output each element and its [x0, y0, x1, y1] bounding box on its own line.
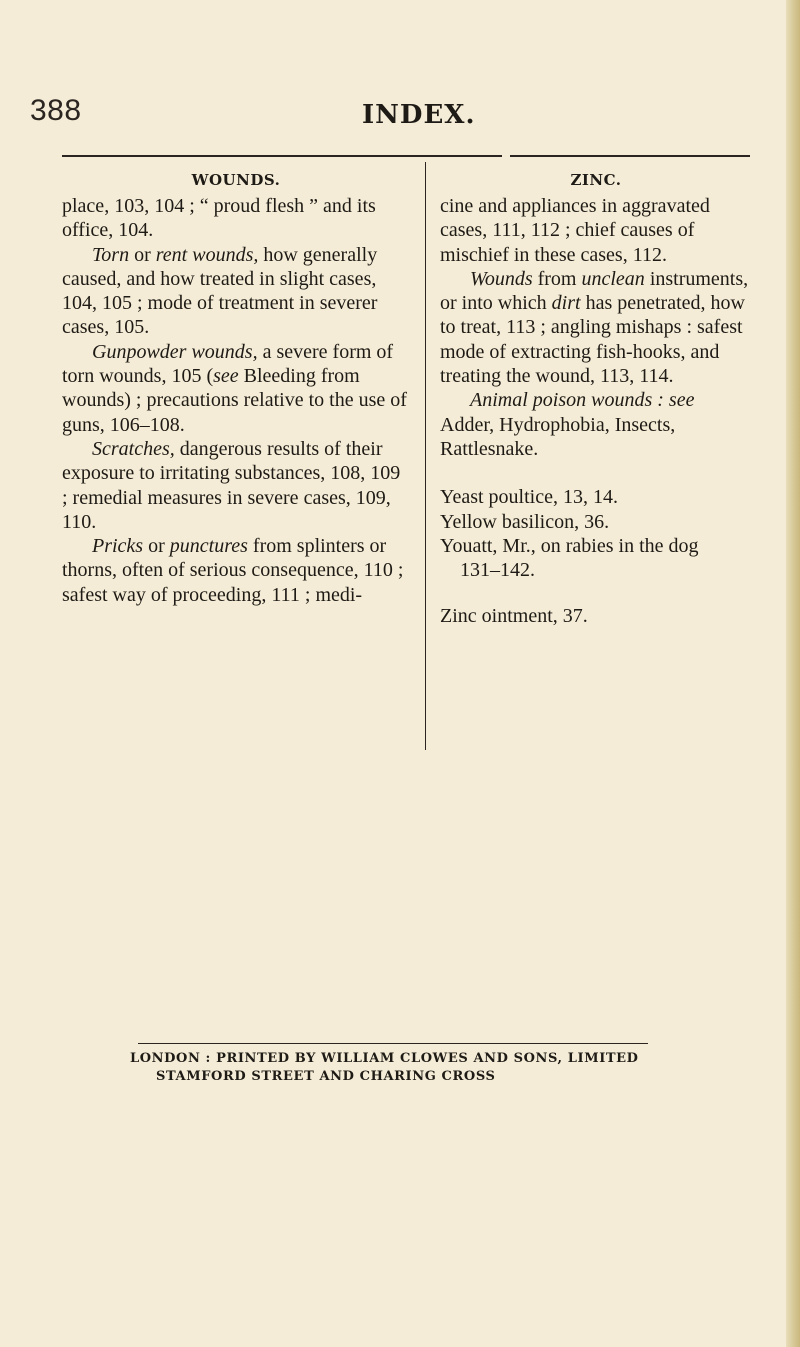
- left-column: [62, 170, 410, 607]
- index-entry-youatt-pages: 131–142.: [460, 559, 535, 582]
- printer-imprint: [110, 1050, 730, 1086]
- section-gap: [440, 582, 752, 604]
- index-entry: place, 103, 104 ; “ proud flesh ” and its office, 104.: [62, 195, 376, 242]
- index-entry-animal-poison: Animal poison wounds : see Adder, Hydrophobia, Insects, Rattlesnake.: [440, 389, 695, 460]
- header-rule-right: [510, 155, 750, 157]
- left-column-heading: WOUNDS.: [191, 171, 281, 189]
- index-entry-zinc: Zinc ointment, 37.: [440, 605, 588, 628]
- running-head: INDEX.: [362, 100, 476, 130]
- page-edge-shadow: [786, 0, 800, 1347]
- imprint-rule: [138, 1043, 648, 1044]
- index-entry-gunpowder-wounds: Gunpowder wounds, a severe form of torn wounds, 105 (see Bleeding from wounds) ; precautions relative to the use of guns, 106–108.: [62, 340, 407, 436]
- index-entry-torn-wounds: Torn or rent wounds, how generally caused, and how treated in slight cases, 104, 105 ; mode of treatment in severer cases, 105.: [62, 243, 378, 339]
- header-rule-left: [62, 155, 502, 157]
- imprint-line-1: LONDON : PRINTED BY WILLIAM CLOWES AND SONS, LIMITED: [130, 1051, 639, 1066]
- page-number: 388: [30, 94, 82, 127]
- index-entry-pricks: Pricks or punctures from splinters or thorns, often of serious consequence, 110 ; safest way of proceeding, 111 ; medi-: [62, 535, 404, 606]
- column-divider: [425, 162, 426, 750]
- right-column: [440, 170, 752, 629]
- section-gap: [440, 461, 752, 485]
- index-entry-continued: cine and appliances in aggravated cases, 111, 112 ; chief causes of mischief in these cases, 112.: [440, 195, 710, 266]
- imprint-line-2: STAMFORD STREET AND CHARING CROSS: [156, 1069, 496, 1084]
- index-entry-unclean-wounds: Wounds from unclean instruments, or into which dirt has penetrated, how to treat, 113 ; angling mishaps : safest mode of extracting fish-hooks, and treating the wound, 113, 114.: [440, 267, 749, 388]
- index-entry-scratches: Scratches, dangerous results of their exposure to irritating substances, 108, 109 ; remedial measures in severe cases, 109, 110.: [62, 437, 401, 533]
- index-entry-yeast: Yeast poultice, 13, 14.: [440, 486, 618, 509]
- index-entry-youatt: Youatt, Mr., on rabies in the dog: [440, 534, 699, 557]
- index-entry-yellow: Yellow basilicon, 36.: [440, 510, 610, 533]
- right-column-heading: ZINC.: [570, 171, 622, 189]
